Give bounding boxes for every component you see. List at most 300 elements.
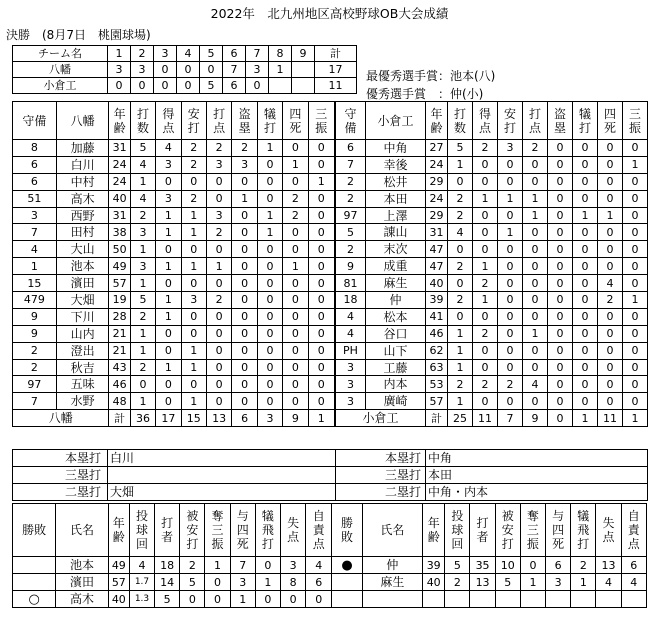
pitcher-result: ○ xyxy=(13,591,56,608)
player-stat: 1 xyxy=(257,207,282,224)
player-age: 24 xyxy=(426,156,448,173)
player-stat: 1 xyxy=(623,156,648,173)
team-total-stat: 11 xyxy=(473,410,498,427)
inning-header: 4 xyxy=(177,46,200,62)
stat-header: 四死 xyxy=(598,102,623,140)
player-position: 15 xyxy=(13,275,57,292)
player-position: 8 xyxy=(13,140,57,157)
pitch-header: 奪三振 xyxy=(520,504,545,557)
player-age: 40 xyxy=(426,275,448,292)
player-stat: 1 xyxy=(130,173,155,190)
player-stat: 4 xyxy=(130,190,155,207)
player-stat: 0 xyxy=(308,308,334,325)
player-stat: 2 xyxy=(448,292,473,309)
table-row xyxy=(13,275,335,292)
player-stat: 0 xyxy=(257,275,282,292)
player-stat: 0 xyxy=(283,241,308,258)
player-stat: 2 xyxy=(283,207,308,224)
stat-header: 打点 xyxy=(523,102,548,140)
player-stat: 0 xyxy=(623,140,648,157)
player-stat: 0 xyxy=(523,275,548,292)
player-stat: 0 xyxy=(623,258,648,275)
player-stat: 0 xyxy=(181,376,206,393)
extra-hits-table xyxy=(12,449,648,501)
player-stat: 0 xyxy=(308,156,334,173)
pitcher-stat: 18 xyxy=(155,557,180,574)
player-name: 下川 xyxy=(56,308,109,325)
inning-score: 0 xyxy=(154,78,177,94)
player-stat: 3 xyxy=(498,140,523,157)
player-stat: 0 xyxy=(181,308,206,325)
table-row xyxy=(13,156,335,173)
pitcher-stat: 13 xyxy=(596,557,621,574)
player-age: 46 xyxy=(109,376,130,393)
table-row xyxy=(13,173,335,190)
pitcher-stat: 0 xyxy=(306,591,332,608)
table-row xyxy=(13,325,335,342)
player-stat: 1 xyxy=(130,325,155,342)
player-stat: 1 xyxy=(257,140,282,157)
table-row xyxy=(336,207,648,224)
player-stat: 0 xyxy=(206,173,231,190)
player-name: 麻生 xyxy=(366,275,426,292)
player-age: 57 xyxy=(109,275,130,292)
inning-score: 3 xyxy=(131,62,154,78)
player-stat: 0 xyxy=(308,359,334,376)
extra-hit-yahata xyxy=(108,467,336,484)
player-age: 43 xyxy=(109,359,130,376)
player-stat: 0 xyxy=(130,376,155,393)
player-stat: 1 xyxy=(156,224,181,241)
player-stat: 2 xyxy=(181,156,206,173)
player-name: 池本 xyxy=(56,258,109,275)
extra-hit-yahata: 大畑 xyxy=(108,484,336,501)
stat-header: 四死 xyxy=(283,102,308,140)
player-stat: 0 xyxy=(473,359,498,376)
table-row xyxy=(336,224,648,241)
player-stat: 0 xyxy=(598,173,623,190)
position-header: 守備 xyxy=(13,102,57,140)
player-stat: 0 xyxy=(573,292,598,309)
player-stat: 3 xyxy=(232,156,257,173)
player-stat: 2 xyxy=(130,359,155,376)
player-stat: 0 xyxy=(156,376,181,393)
position-header: 守備 xyxy=(336,102,366,140)
pitcher-age: 57 xyxy=(108,574,129,591)
player-stat: 0 xyxy=(548,173,573,190)
player-stat: 2 xyxy=(598,292,623,309)
pitcher-name: 池本 xyxy=(56,557,108,574)
player-position: 7 xyxy=(336,156,366,173)
player-stat: 0 xyxy=(257,359,282,376)
extra-hit-kokura: 本田 xyxy=(426,467,648,484)
inning-header: 3 xyxy=(154,46,177,62)
pitch-header: 失点 xyxy=(281,504,306,557)
player-stat: 0 xyxy=(598,325,623,342)
player-stat: 0 xyxy=(573,140,598,157)
player-position: 479 xyxy=(13,292,57,309)
table-row xyxy=(336,241,648,258)
player-stat: 0 xyxy=(623,359,648,376)
player-stat: 1 xyxy=(181,359,206,376)
inning-header: 8 xyxy=(269,46,292,62)
player-stat: 0 xyxy=(156,342,181,359)
player-stat: 1 xyxy=(448,393,473,410)
player-stat: 0 xyxy=(232,241,257,258)
player-name: 水野 xyxy=(56,393,109,410)
player-age: 50 xyxy=(109,241,130,258)
table-row xyxy=(13,308,335,325)
player-name: 上澤 xyxy=(366,207,426,224)
inning-header: 5 xyxy=(200,46,223,62)
total-header: 計 xyxy=(315,46,357,62)
player-stat: 5 xyxy=(448,140,473,157)
table-row xyxy=(336,275,648,292)
player-stat: 0 xyxy=(308,224,334,241)
pitcher-stat: 1 xyxy=(230,591,255,608)
player-stat: 0 xyxy=(448,241,473,258)
player-stat: 1 xyxy=(130,342,155,359)
player-position: 6 xyxy=(13,173,57,190)
player-age: 21 xyxy=(109,325,130,342)
player-stat: 0 xyxy=(473,308,498,325)
player-stat: 0 xyxy=(232,292,257,309)
pitcher-stat: 0 xyxy=(255,591,280,608)
team-total-stat: 11 xyxy=(598,410,623,427)
player-stat: 0 xyxy=(573,224,598,241)
player-stat: 0 xyxy=(257,292,282,309)
player-stat: 0 xyxy=(548,258,573,275)
inning-score: 6 xyxy=(223,78,246,94)
player-stat: 0 xyxy=(623,207,648,224)
player-stat: 1 xyxy=(181,342,206,359)
player-stat: 0 xyxy=(232,342,257,359)
pitcher-stat: 8 xyxy=(281,574,306,591)
pitch-header: 被安打 xyxy=(495,504,520,557)
player-stat: 0 xyxy=(573,342,598,359)
player-stat: 0 xyxy=(448,275,473,292)
player-stat: 1 xyxy=(573,207,598,224)
pitcher-stat: 7 xyxy=(230,557,255,574)
pitch-header: 犠飛打 xyxy=(571,504,596,557)
inning-score: 0 xyxy=(246,78,269,94)
player-stat: 0 xyxy=(573,359,598,376)
stat-header: 安打 xyxy=(181,102,206,140)
inning-score: 7 xyxy=(223,62,246,78)
player-stat: 0 xyxy=(598,308,623,325)
player-stat: 5 xyxy=(130,140,155,157)
player-position: 81 xyxy=(336,275,366,292)
player-stat: 2 xyxy=(130,308,155,325)
pitch-header: 失点 xyxy=(596,504,621,557)
player-stat: 0 xyxy=(156,241,181,258)
player-stat: 1 xyxy=(181,207,206,224)
player-stat: 0 xyxy=(257,190,282,207)
player-name: 松本 xyxy=(366,308,426,325)
player-stat: 1 xyxy=(156,258,181,275)
inning-score: 0 xyxy=(108,78,131,94)
pitcher-stat: 0 xyxy=(255,557,280,574)
player-name: 西野 xyxy=(56,207,109,224)
table-row xyxy=(336,410,648,427)
empty-cell xyxy=(520,591,545,608)
empty-cell xyxy=(495,591,520,608)
player-stat: 0 xyxy=(232,376,257,393)
age-header: 年齢 xyxy=(426,102,448,140)
player-stat: 0 xyxy=(308,393,334,410)
table-row xyxy=(13,342,335,359)
player-stat: 1 xyxy=(156,292,181,309)
player-age: 63 xyxy=(426,359,448,376)
player-stat: 0 xyxy=(598,376,623,393)
player-name: 中村 xyxy=(56,173,109,190)
player-stat: 0 xyxy=(548,308,573,325)
player-stat: 0 xyxy=(181,275,206,292)
pitcher-stat: 1.3 xyxy=(129,591,154,608)
pitcher-stat: 2 xyxy=(445,574,470,591)
player-stat: 3 xyxy=(206,156,231,173)
player-stat: 0 xyxy=(308,140,334,157)
player-age: 21 xyxy=(109,342,130,359)
player-stat: 3 xyxy=(156,190,181,207)
player-position: 4 xyxy=(13,241,57,258)
team-total-stat: 17 xyxy=(156,410,181,427)
table-row xyxy=(13,62,357,78)
player-position: 97 xyxy=(13,376,57,393)
player-stat: 1 xyxy=(181,224,206,241)
player-name: 山下 xyxy=(366,342,426,359)
player-stat: 1 xyxy=(308,173,334,190)
pitcher-name: 仲 xyxy=(362,557,422,574)
pitcher-stat: 1 xyxy=(571,574,596,591)
stat-header: 盗塁 xyxy=(548,102,573,140)
player-stat: 0 xyxy=(623,173,648,190)
player-stat: 0 xyxy=(548,292,573,309)
player-stat: 1 xyxy=(523,325,548,342)
stat-header: 得点 xyxy=(473,102,498,140)
player-stat: 0 xyxy=(598,393,623,410)
excellent-award: 優秀選手賞 ：仲(小) xyxy=(366,87,484,101)
player-stat: 0 xyxy=(257,173,282,190)
player-stat: 0 xyxy=(232,207,257,224)
player-stat: 0 xyxy=(498,308,523,325)
table-row xyxy=(13,410,335,427)
pitcher-age: 40 xyxy=(108,591,129,608)
pitcher-stat: 4 xyxy=(129,557,154,574)
team-total-stat: 25 xyxy=(448,410,473,427)
player-stat: 1 xyxy=(257,224,282,241)
stat-header: 三振 xyxy=(308,102,334,140)
player-position: 2 xyxy=(13,342,57,359)
player-stat: 2 xyxy=(130,207,155,224)
player-stat: 0 xyxy=(623,224,648,241)
player-position: 5 xyxy=(336,224,366,241)
table-row xyxy=(13,140,335,157)
player-stat: 0 xyxy=(623,342,648,359)
player-stat: 2 xyxy=(232,140,257,157)
pitch-header: 年齢 xyxy=(423,504,445,557)
table-row xyxy=(13,393,335,410)
player-stat: 0 xyxy=(498,325,523,342)
table-row xyxy=(13,376,335,393)
player-age: 24 xyxy=(109,173,130,190)
player-stat: 0 xyxy=(232,173,257,190)
player-stat: 0 xyxy=(598,359,623,376)
player-stat: 3 xyxy=(130,258,155,275)
player-name: 高木 xyxy=(56,190,109,207)
pitcher-stat: 6 xyxy=(621,557,646,574)
player-stat: 0 xyxy=(448,173,473,190)
player-stat: 4 xyxy=(598,275,623,292)
stat-header: 盗塁 xyxy=(232,102,257,140)
player-stat: 0 xyxy=(283,224,308,241)
player-stat: 0 xyxy=(308,292,334,309)
player-stat: 0 xyxy=(598,156,623,173)
team-total: 17 xyxy=(315,62,357,78)
player-age: 47 xyxy=(426,258,448,275)
pitcher-stat: 5 xyxy=(495,574,520,591)
pitcher-result xyxy=(13,574,56,591)
pitcher-stat: 2 xyxy=(571,557,596,574)
player-stat: 0 xyxy=(548,140,573,157)
table-row xyxy=(13,258,335,275)
pitching-table xyxy=(12,503,647,608)
extra-hit-label: 本塁打 xyxy=(13,450,108,467)
table-row xyxy=(13,224,335,241)
pitcher-stat: 0 xyxy=(205,591,230,608)
player-stat: 0 xyxy=(283,140,308,157)
player-stat: 1 xyxy=(523,207,548,224)
player-stat: 1 xyxy=(448,359,473,376)
player-position: 51 xyxy=(13,190,57,207)
player-position: 2 xyxy=(336,241,366,258)
table-row xyxy=(13,102,335,140)
pitcher-stat: 4 xyxy=(306,557,332,574)
player-name: 澄出 xyxy=(56,342,109,359)
player-age: 27 xyxy=(426,140,448,157)
player-stat: 2 xyxy=(523,140,548,157)
team-total-label: 八幡 xyxy=(13,410,109,427)
player-stat: 0 xyxy=(156,275,181,292)
empty-cell xyxy=(332,591,362,608)
team-name-header: チーム名 xyxy=(13,46,108,62)
player-stat: 0 xyxy=(473,207,498,224)
inning-header: 2 xyxy=(131,46,154,62)
player-stat: 0 xyxy=(523,292,548,309)
player-stat: 0 xyxy=(523,156,548,173)
player-stat: 0 xyxy=(206,393,231,410)
player-stat: 0 xyxy=(473,156,498,173)
table-row xyxy=(13,467,648,484)
player-age: 31 xyxy=(426,224,448,241)
inning-score xyxy=(292,62,315,78)
player-stat: 0 xyxy=(523,258,548,275)
pitcher-result xyxy=(332,574,362,591)
player-stat: 0 xyxy=(498,292,523,309)
pitch-header: 氏名 xyxy=(362,504,422,557)
player-stat: 0 xyxy=(573,325,598,342)
player-stat: 0 xyxy=(232,359,257,376)
player-stat: 0 xyxy=(573,393,598,410)
player-stat: 0 xyxy=(548,275,573,292)
player-position: 9 xyxy=(13,325,57,342)
player-position: 18 xyxy=(336,292,366,309)
player-stat: 1 xyxy=(156,359,181,376)
stat-header: 犠打 xyxy=(573,102,598,140)
player-name: 廣崎 xyxy=(366,393,426,410)
player-position: 6 xyxy=(13,156,57,173)
player-name: 本田 xyxy=(366,190,426,207)
table-row xyxy=(336,342,648,359)
player-stat: 0 xyxy=(498,173,523,190)
player-stat: 2 xyxy=(181,140,206,157)
empty-cell xyxy=(445,591,470,608)
player-age: 29 xyxy=(426,207,448,224)
empty-cell xyxy=(362,591,422,608)
team-name: 八幡 xyxy=(56,102,109,140)
player-name: 濱田 xyxy=(56,275,109,292)
team-total-stat: 36 xyxy=(130,410,155,427)
player-stat: 0 xyxy=(206,342,231,359)
player-stat: 0 xyxy=(573,376,598,393)
inning-header: 7 xyxy=(246,46,269,62)
team-name: 八幡 xyxy=(13,62,108,78)
inning-score: 1 xyxy=(269,62,292,78)
player-stat: 1 xyxy=(232,190,257,207)
player-stat: 1 xyxy=(130,275,155,292)
player-age: 48 xyxy=(109,393,130,410)
player-stat: 2 xyxy=(448,207,473,224)
pitch-header: 自責点 xyxy=(306,504,332,557)
pitcher-stat: 2 xyxy=(180,557,205,574)
player-stat: 0 xyxy=(548,393,573,410)
player-position: PH xyxy=(336,342,366,359)
player-name: 仲 xyxy=(366,292,426,309)
player-position: 9 xyxy=(13,308,57,325)
player-stat: 1 xyxy=(156,308,181,325)
player-stat: 0 xyxy=(523,393,548,410)
player-stat: 0 xyxy=(473,224,498,241)
player-stat: 0 xyxy=(548,190,573,207)
player-stat: 0 xyxy=(498,275,523,292)
player-stat: 1 xyxy=(523,190,548,207)
total-label: 計 xyxy=(109,410,130,427)
player-stat: 0 xyxy=(283,292,308,309)
batting-table-kokura xyxy=(335,101,648,427)
player-stat: 1 xyxy=(283,156,308,173)
inning-score: 3 xyxy=(246,62,269,78)
player-stat: 0 xyxy=(623,190,648,207)
pitcher-result xyxy=(13,557,56,574)
player-stat: 2 xyxy=(283,190,308,207)
player-stat: 1 xyxy=(473,190,498,207)
player-position: 97 xyxy=(336,207,366,224)
player-stat: 0 xyxy=(498,342,523,359)
player-stat: 2 xyxy=(206,224,231,241)
player-stat: 0 xyxy=(308,190,334,207)
player-stat: 0 xyxy=(498,156,523,173)
extra-hit-yahata: 白川 xyxy=(108,450,336,467)
player-stat: 0 xyxy=(523,308,548,325)
player-stat: 2 xyxy=(473,275,498,292)
player-name: 田村 xyxy=(56,224,109,241)
player-stat: 0 xyxy=(473,342,498,359)
pitcher-stat: 4 xyxy=(596,574,621,591)
player-stat: 0 xyxy=(548,207,573,224)
player-stat: 0 xyxy=(206,359,231,376)
player-stat: 0 xyxy=(498,393,523,410)
player-stat: 5 xyxy=(130,292,155,309)
